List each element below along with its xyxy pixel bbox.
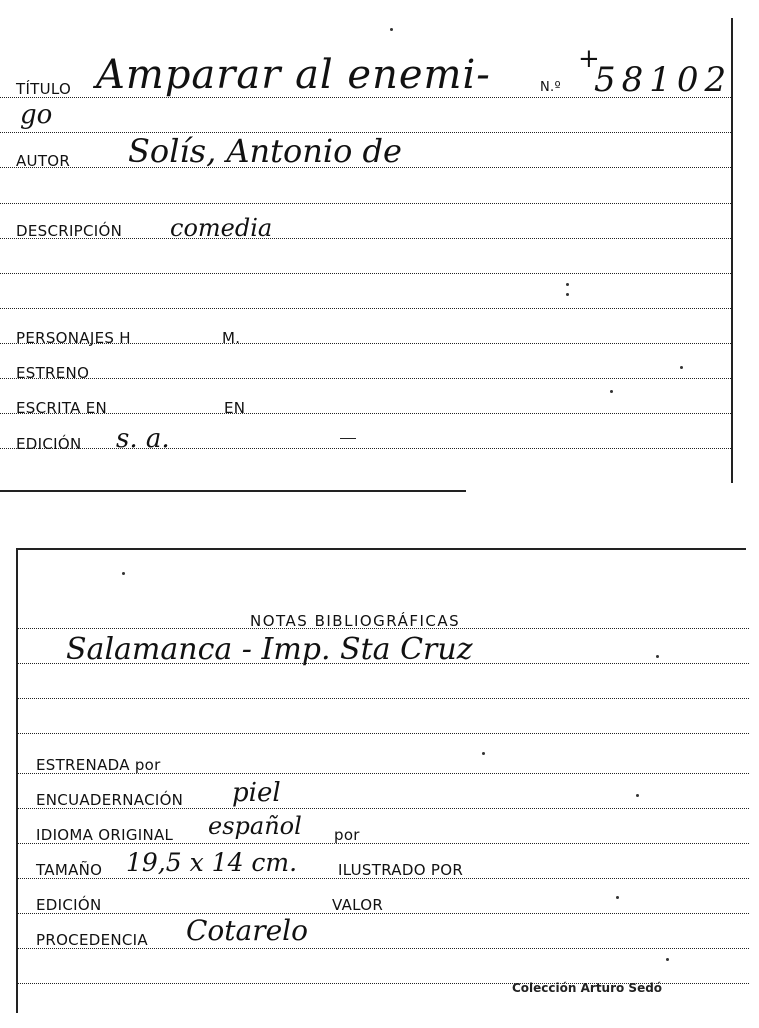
titulo-continuation: go	[20, 100, 53, 130]
encuadernacion-value: piel	[232, 778, 281, 808]
notas-label: NOTAS BIBLIOGRÁFICAS	[250, 612, 461, 630]
rule-line	[18, 698, 749, 699]
idioma-por-label: por	[334, 826, 360, 844]
personajes-label: PERSONAJES H	[16, 329, 131, 347]
card-top-bottom-border	[0, 490, 466, 492]
rule-line	[0, 273, 731, 274]
card-bottom-left-border	[16, 548, 18, 1013]
ink-speck	[122, 572, 125, 575]
card-bottom-top-border	[16, 548, 746, 550]
rule-line	[0, 448, 731, 449]
ink-speck	[482, 752, 485, 755]
encuadernacion-label: ENCUADERNACIÓN	[36, 791, 184, 809]
descripcion-label: DESCRIPCIÓN	[16, 222, 123, 240]
procedencia-label: PROCEDENCIA	[36, 931, 148, 949]
procedencia-value: Cotarelo	[186, 914, 308, 947]
ink-speck	[680, 366, 683, 369]
tamano-value: 19,5 x 14 cm.	[126, 848, 298, 877]
idioma-label: IDIOMA ORIGINAL	[36, 826, 174, 844]
ink-speck	[566, 283, 569, 286]
ilustrado-label: ILUSTRADO POR	[338, 861, 464, 879]
rule-line	[0, 203, 731, 204]
tamano-label: TAMAÑO	[36, 861, 103, 879]
edicion-value: s. a.	[116, 424, 170, 454]
numero-label: N.º	[540, 80, 561, 95]
notas-value: Salamanca - Imp. Sta Cruz	[66, 632, 473, 667]
estrenada-label: ESTRENADA por	[36, 756, 161, 774]
ink-speck	[610, 390, 613, 393]
rule-line	[18, 733, 749, 734]
rule-line	[0, 413, 731, 414]
titulo-value: Amparar al enemi-	[96, 52, 491, 98]
rule-line	[0, 378, 731, 379]
personajes-m-label: M.	[222, 329, 241, 347]
edicion-label: EDICIÓN	[16, 435, 82, 453]
edicion-label-2: EDICIÓN	[36, 896, 102, 914]
escrita-label: ESCRITA EN	[16, 399, 108, 417]
autor-label: AUTOR	[16, 152, 71, 170]
coleccion-credit: Colección Arturo Sedó	[512, 981, 663, 995]
ink-speck	[656, 655, 659, 658]
valor-label: VALOR	[332, 896, 384, 914]
ink-speck	[616, 896, 619, 899]
ink-speck	[566, 293, 569, 296]
idioma-value: español	[208, 812, 302, 840]
estreno-label: ESTRENO	[16, 364, 90, 382]
titulo-label: TÍTULO	[16, 80, 72, 98]
ink-speck	[666, 958, 669, 961]
rule-line	[0, 308, 731, 309]
numero-mark: +	[578, 44, 600, 74]
numero-value: 58102	[594, 60, 733, 100]
ink-dash	[340, 438, 356, 439]
ink-speck	[390, 28, 393, 31]
descripcion-value: comedia	[170, 214, 273, 242]
escrita-en-label: EN	[224, 399, 246, 417]
ink-speck	[636, 794, 639, 797]
autor-value: Solís, Antonio de	[128, 132, 402, 170]
rule-line	[18, 913, 749, 914]
